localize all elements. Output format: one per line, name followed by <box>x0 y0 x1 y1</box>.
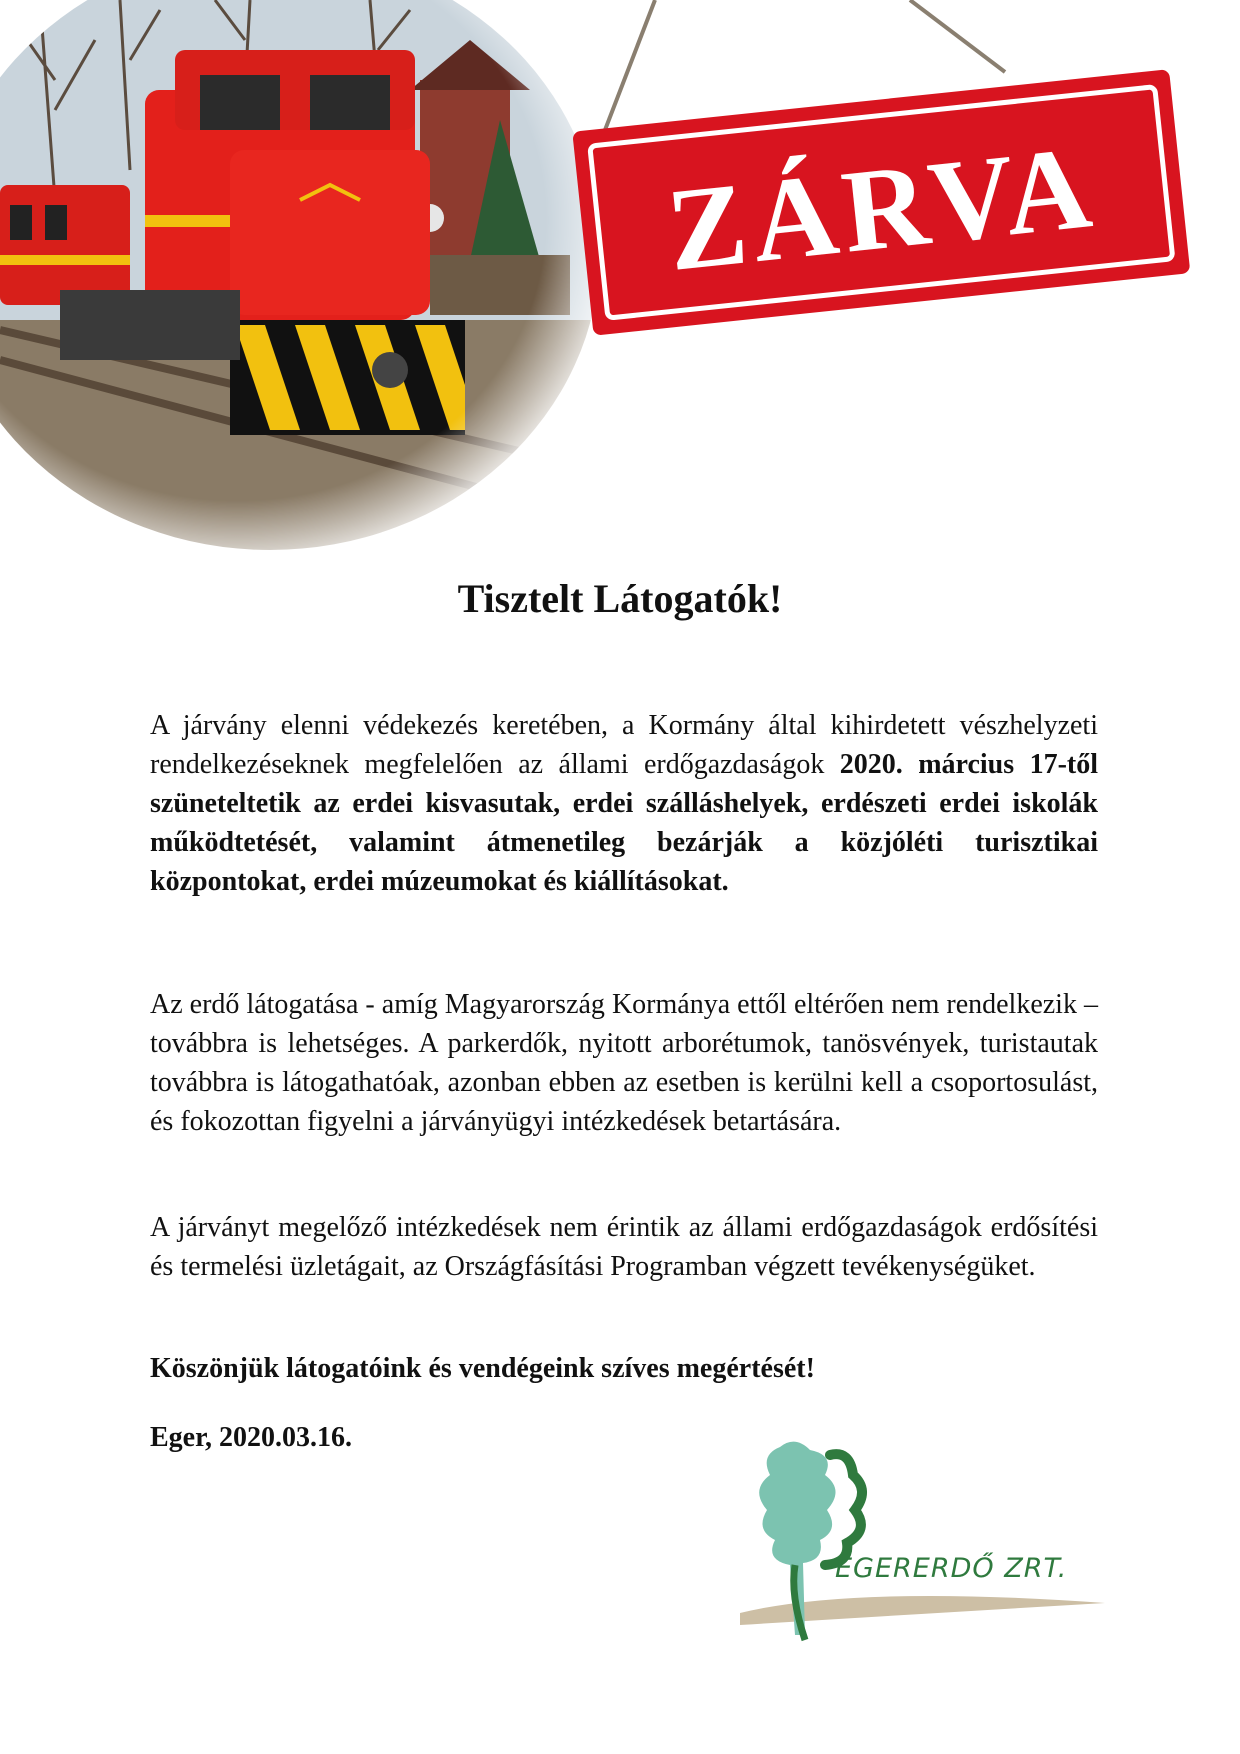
paragraph-closure-notice <box>150 706 1098 901</box>
logo-text: EGERERDŐ ZRT. <box>835 1553 1068 1584</box>
paragraph-unaffected-operations: A járványt megelőző intézkedések nem érintik az állami erdőgazdaságok erdősítési és termelési üzletágait, az Országfásítási Programban végzett tevékenységüket. <box>150 1212 1098 1282</box>
date-line: Eger, 2020.03.16. <box>150 1422 352 1453</box>
train-photo <box>0 0 600 560</box>
closed-sign <box>560 0 1220 360</box>
paragraph-closure-intro: A járvány elenni védekezés keretében, a Kormány által kihirdetett vészhelyzeti rendelkezéseknek megfelelően az állami erdőgazdaságok <box>150 710 1098 780</box>
company-logo <box>735 1435 1115 1655</box>
paragraph-forest-visits: Az erdő látogatása - amíg Magyarország Kormánya ettől eltérően nem rendelkezik – továbbra is lehetséges. A parkerdők, nyitott arborétumok, tanösvények, turistautak továbbra is látogathatóak, azonban ebben az esetben is kerülni kell a csoportosulást, és fokozottan figyelni a járványügyi intézkedések betartására. <box>150 989 1098 1137</box>
sign-text: ZÁRVA <box>661 120 1103 297</box>
thanks-line: Köszönjük látogatóink és vendégeink szíves megértését! <box>150 1353 815 1384</box>
page-title: Tisztelt Látogatók! <box>457 576 783 621</box>
paragraph-closure-details: 2020. március 17-től szüneteltetik az erdei kisvasutak, erdei szálláshelyek, erdészeti erdei iskolák működtetését, valamint átmenetileg bezárják a közjóléti turisztikai központokat, erdei múzeumokat és kiállításokat. <box>150 749 1098 897</box>
